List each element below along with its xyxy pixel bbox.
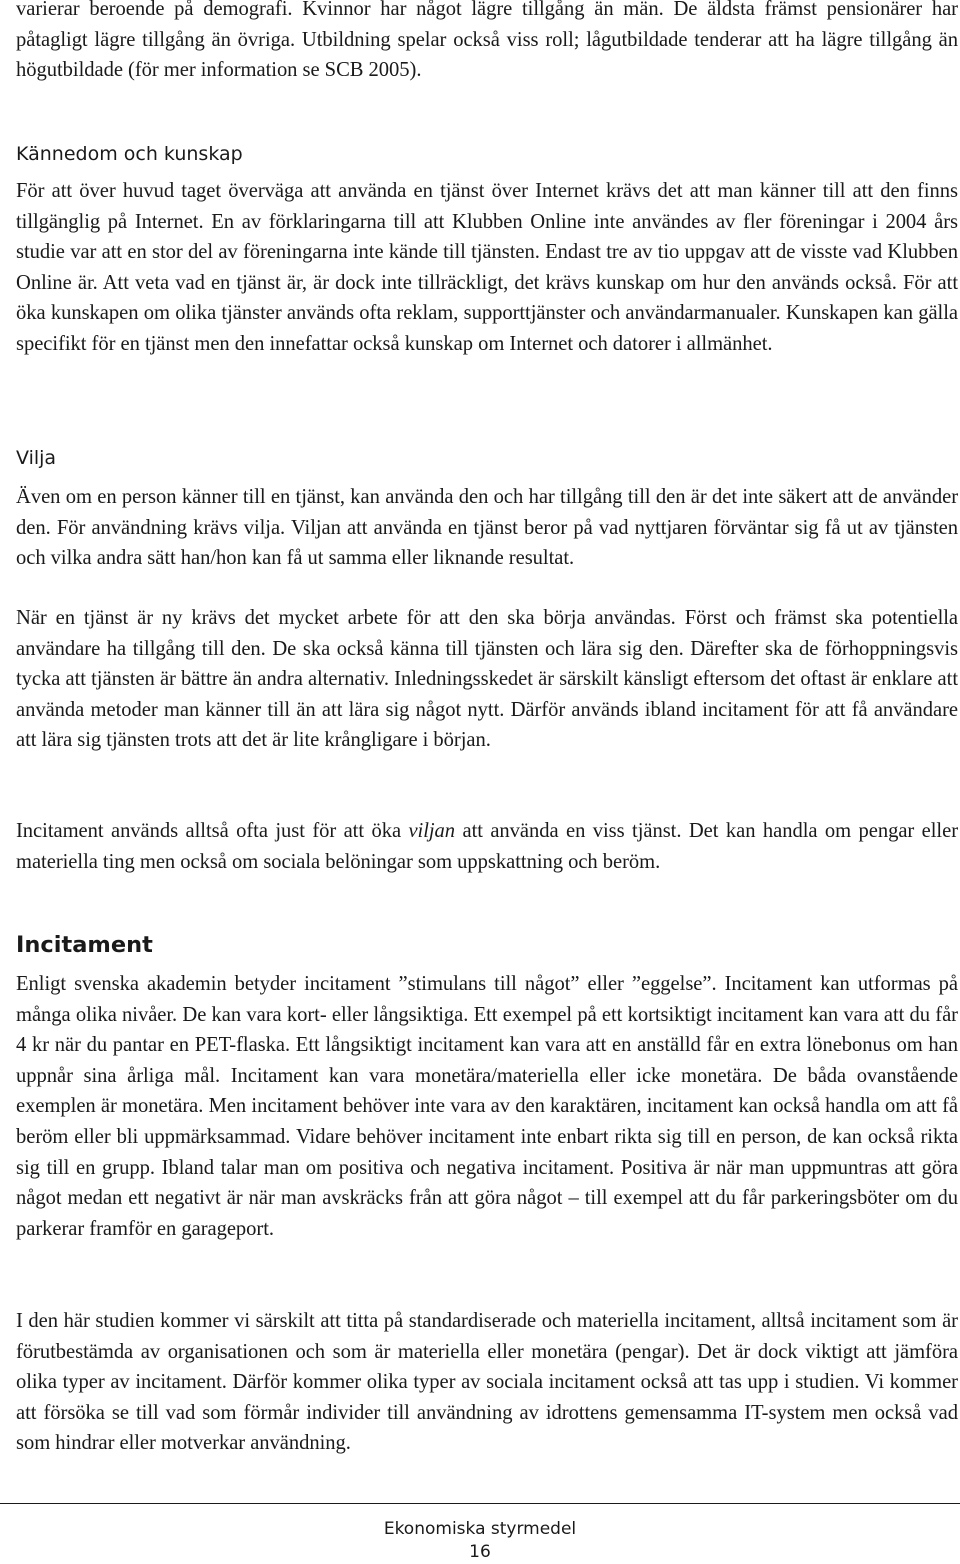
vilja-paragraph-1: Även om en person känner till en tjänst, kan använda den och har tillgång till den är det inte säkert att de använder den. För användning krävs vilja. Viljan att använda en tjänst beror på vad nyttjaren förväntar sig få ut av tjänsten och vilka andra sätt han/hon kan få ut samma eller liknande resultat. xyxy=(16,486,958,570)
footer-divider xyxy=(0,1503,960,1504)
footer-page-number: 16 xyxy=(469,1542,491,1562)
emphasis-viljan: viljan xyxy=(408,820,456,842)
incitament-paragraph-2: I den här studien kommer vi särskilt att titta på standardiserade och materiella incitament, alltså incitament som är förutbestämda av organisationen och som är materiella eller monetära (pengar). Det är dock viktigt att jämföra olika typer av incitament. Därför kommer olika typer av sociala incitament också att tas upp i studien. Vi kommer att försöka se till vad som förmår individer till användning av idrottens gemensamma IT-system men också vad som hindrar eller motverkar användning. xyxy=(16,1310,958,1455)
vilja-paragraph-3-end: att använda en viss tjänst. Det kan handla om pengar eller materiella ting men också om sociala belöningar som uppskattning och beröm. xyxy=(16,820,958,873)
vilja-paragraph-3-start: Incitament används alltså ofta just för att öka xyxy=(16,820,409,842)
vilja-paragraph-2: När en tjänst är ny krävs det mycket arbete för att den ska börja användas. Först och främst ska potentiella användare ha tillgång till den. De ska också känna till tjänsten och lära sig den. Därefter ska de förhoppningsvis tycka att tjänsten är bättre än andra alternativ. Inledningsskedet är särskilt känsligt eftersom det oftast är enklare att använda metoder man känner till än att lära sig något nytt. Därför används ibland incitament för att få användare att lära sig tjänsten trots att det är lite krångligare i början. xyxy=(16,607,958,752)
footer-document-title: Ekonomiska styrmedel xyxy=(383,1519,577,1539)
section-heading-vilja: Vilja xyxy=(16,447,57,469)
section-heading-incitament: Incitament xyxy=(16,932,153,958)
intro-paragraph: varierar beroende på demografi. Kvinnor har något lägre tillgång än män. De äldsta främst pensionärer har påtagligt lägre tillgång än övriga. Utbildning spelar också viss roll; lågutbildade tenderar att ha lägre tillgång än högutbildade (för mer information se SCB 2005). xyxy=(16,0,958,82)
kannedom-paragraph: För att över huvud taget överväga att använda en tjänst över Internet krävs det att man känner till att den finns tillgänglig på Internet. En av förklaringarna till att Klubben Online inte användes av fler föreningar i 2004 års studie var att en stor del av föreningarna inte kände till tjänsten. Endast tre av tio uppgav att de visste vad Klubben Online är. Att veta vad en tjänst är, är dock inte tillräckligt, det krävs kunskap om hur den används också. För att öka kunskapen om olika tjänster används ofta reklam, supporttjänster och användarmanualer. Kunskapen kan gälla specifikt för en tjänst men den innefattar också kunskap om Internet och datorer i allmänhet. xyxy=(16,180,958,355)
incitament-paragraph-1: Enligt svenska akademin betyder incitament ”stimulans till något” eller ”eggelse”. Incitament kan utformas på många olika nivåer. De kan vara kort- eller långsiktiga. Ett exempel på ett kortsiktigt incitament kan vara att du får 4 kr när du pantar en PET-flaska. Ett långsiktigt incitament kan vara att en anställd får en extra lönebonus om han uppnår sina årliga mål. Incitament kan vara monetära/materiella eller icke monetära. De båda ovanstående exemplen är monetära. Men incitament behöver inte vara av den karaktären, incitament kan också handla om att få beröm eller bli uppmärksammad. Vidare behöver incitament inte enbart rikta sig till en person, de kan också rikta sig till en grupp. Ibland talar man om positiva och negativa incitament. Positiva är när man uppmuntras att göra något medan ett negativt är när man avskräcks från att göra något – till exempel att du får parkeringsböter om du parkerar framför en garageport. xyxy=(16,973,958,1240)
vilja-paragraph-3 xyxy=(16,816,958,877)
section-heading-kannedom: Kännedom och kunskap xyxy=(16,143,243,165)
